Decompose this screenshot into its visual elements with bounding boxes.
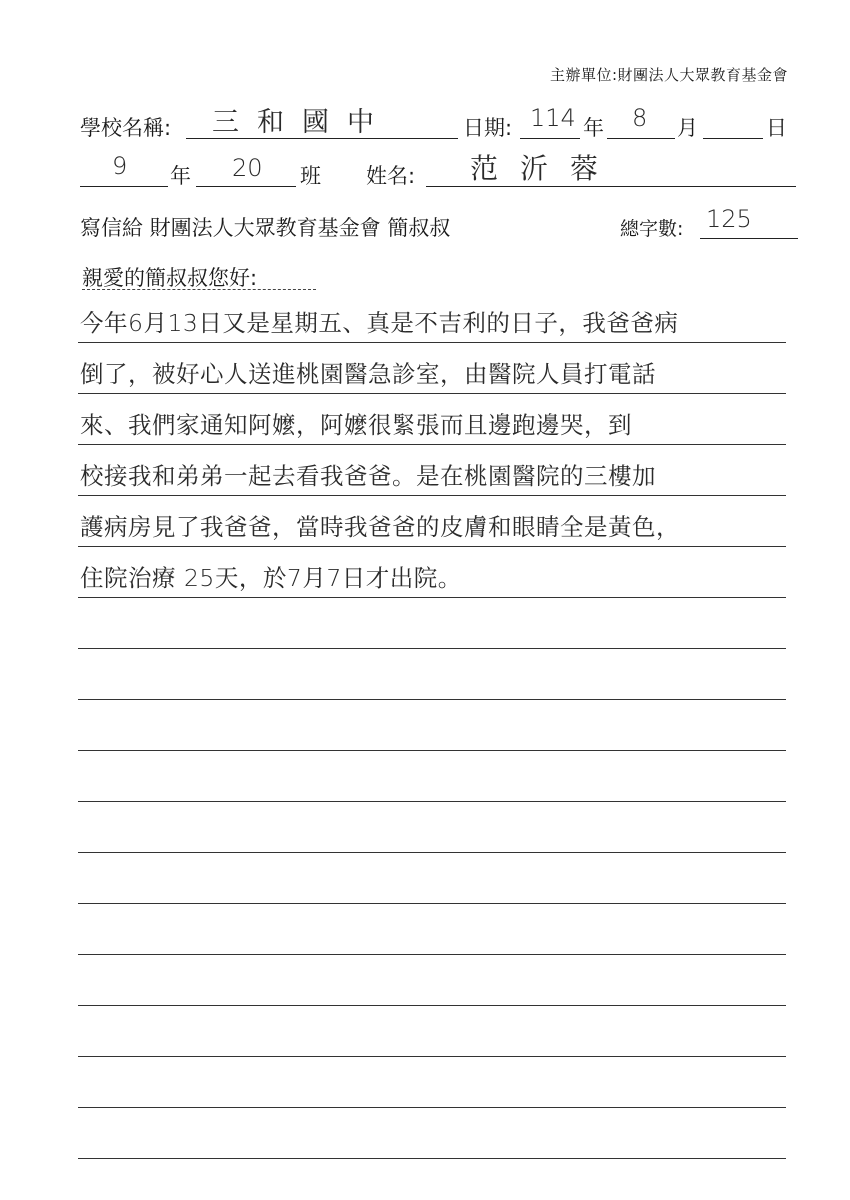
wordcount-value: 125	[706, 205, 752, 233]
writing-rule	[78, 597, 786, 598]
writing-rule	[78, 1005, 786, 1006]
writing-rule	[78, 954, 786, 955]
writing-rule	[78, 903, 786, 904]
writing-rule	[78, 801, 786, 802]
wordcount-underline	[700, 238, 798, 239]
writing-rule	[78, 1056, 786, 1057]
letter-line-3: 來、我們家通知阿嬤，阿嬤很緊張而且邊跑邊哭，到	[80, 411, 632, 439]
writing-rule	[78, 444, 786, 445]
writing-rule	[78, 1158, 786, 1159]
year-label: 年	[583, 116, 604, 140]
writing-rule	[78, 495, 786, 496]
wordcount-label: 總字數:	[620, 218, 684, 240]
grade-value: 9	[112, 152, 128, 180]
writing-rule	[78, 852, 786, 853]
letter-line-5: 護病房見了我爸爸，當時我爸爸的皮膚和眼睛全是黃色，	[80, 513, 680, 541]
writing-rule	[78, 1107, 786, 1108]
month-value: 8	[632, 104, 648, 132]
month-underline	[607, 138, 675, 139]
writing-rule	[78, 648, 786, 649]
writing-rule	[78, 750, 786, 751]
name-label: 姓名:	[366, 164, 416, 188]
year-value: 114	[530, 104, 576, 132]
writing-rule	[78, 342, 786, 343]
writing-rule	[78, 393, 786, 394]
school-value: 三和國中	[212, 107, 392, 138]
grade-underline	[80, 186, 168, 187]
year-underline	[520, 138, 580, 139]
date-label: 日期:	[463, 116, 513, 140]
organizer-text: 主辦單位:財團法人大眾教育基金會	[549, 66, 788, 84]
letter-line-4: 校接我和弟弟一起去看我爸爸。是在桃園醫院的三樓加	[80, 462, 656, 490]
greeting-dashed-line	[82, 289, 316, 290]
writing-rule	[78, 546, 786, 547]
class-label: 班	[300, 164, 321, 188]
day-underline	[703, 138, 763, 139]
letter-line-2: 倒了，被好心人送進桃園醫急診室，由醫院人員打電話	[80, 360, 656, 388]
letter-line-6: 住院治療 25天，於7月7日才出院。	[80, 564, 462, 592]
class-value: 20	[232, 154, 263, 182]
name-value: 范沂蓉	[470, 152, 621, 185]
grade-label: 年	[170, 164, 191, 188]
month-label: 月	[677, 116, 698, 140]
school-label: 學校名稱:	[80, 116, 172, 140]
letter-line-1: 今年6月13日又是星期五、真是不吉利的日子，我爸爸病	[80, 309, 679, 337]
day-label: 日	[766, 116, 787, 140]
writing-rule	[78, 699, 786, 700]
class-underline	[196, 186, 296, 187]
letter-greeting: 親愛的簡叔叔您好:	[82, 266, 258, 290]
recipient-text: 寫信給 財團法人大眾教育基金會 簡叔叔	[80, 216, 451, 240]
